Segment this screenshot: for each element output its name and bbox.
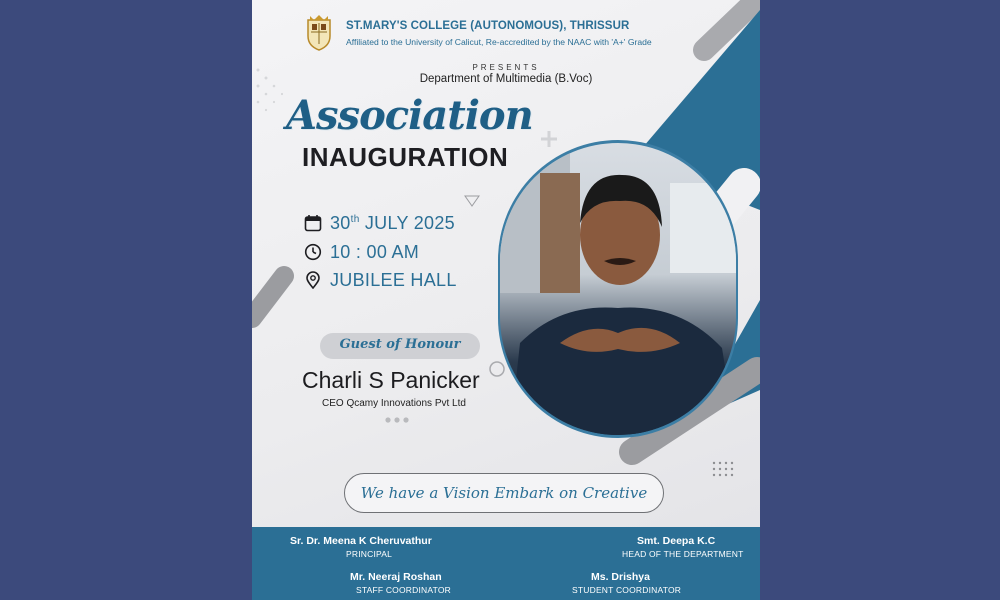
clock-icon: [304, 243, 322, 261]
guest-of-honour-label: Guest of Honour: [339, 337, 461, 352]
calendar-icon: [304, 214, 322, 232]
plus-decoration: [541, 131, 557, 147]
guest-name: Charli S Panicker: [302, 367, 480, 393]
hod-role: HEAD OF THE DEPARTMENT: [622, 549, 744, 559]
date-month-year: JULY 2025: [359, 213, 455, 233]
title-association: Association: [286, 92, 533, 139]
date-suffix: th: [350, 214, 360, 225]
tagline: We have a Vision Embark on Creative: [360, 484, 648, 502]
student-coordinator-name: Ms. Drishya: [591, 571, 650, 583]
event-time: 10 : 00 AM: [330, 242, 420, 262]
circle-decoration: [490, 362, 504, 376]
date-day: 30: [330, 213, 351, 233]
dot-decoration: [394, 417, 399, 422]
title-inauguration: INAUGURATION: [302, 142, 509, 172]
guest-portrait-illustration: [500, 143, 736, 435]
department-name: Department of Multimedia (B.Voc): [419, 73, 593, 85]
event-date: [330, 213, 455, 234]
student-coordinator-role: STUDENT COORDINATOR: [572, 585, 682, 595]
guest-role: CEO Qcamy Innovations Pvt Ltd: [322, 398, 466, 409]
location-pin-icon: [304, 271, 322, 289]
college-name: ST.MARY'S COLLEGE (AUTONOMOUS), THRISSUR: [346, 20, 630, 32]
grey-bar-left: [252, 276, 284, 318]
guest-photo: [500, 143, 736, 435]
dot-decoration: [403, 417, 408, 422]
principal-role: PRINCIPAL: [346, 549, 393, 559]
staff-coordinator-role: STAFF COORDINATOR: [356, 585, 452, 595]
staff-coordinator-name: Mr. Neeraj Roshan: [350, 571, 442, 583]
dot-decoration: [385, 417, 390, 422]
college-crest-icon: [304, 14, 334, 52]
event-poster: [252, 0, 760, 600]
event-venue: JUBILEE HALL: [330, 270, 457, 290]
presents-label: PRESENTS: [472, 63, 540, 72]
hod-name: Smt. Deepa K.C: [637, 535, 716, 547]
triangle-decoration: [465, 196, 479, 206]
principal-name: Sr. Dr. Meena K Cheruvathur: [290, 535, 432, 547]
college-affiliation: Affiliated to the University of Calicut, Re-accredited by the NAAC with 'A+' Grade: [346, 37, 652, 47]
dot-grid: [713, 462, 733, 476]
